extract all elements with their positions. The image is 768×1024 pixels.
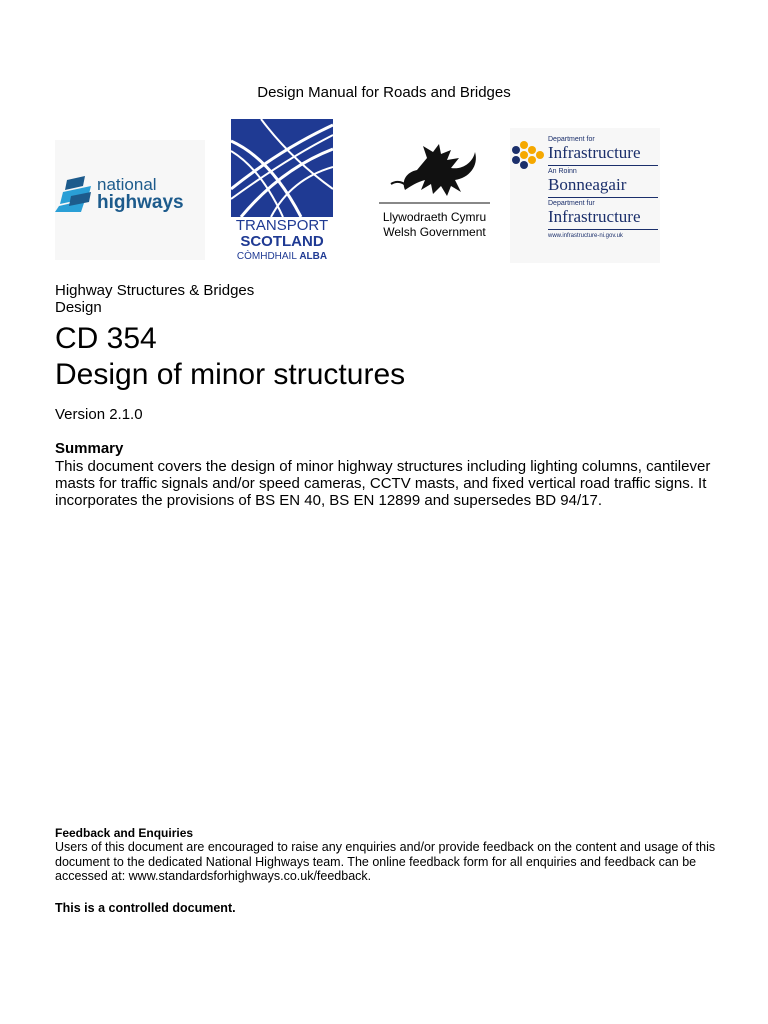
summary-heading: Summary (55, 440, 124, 457)
welsh-government-line2: Welsh Government (383, 225, 486, 239)
document-version: Version 2.1.0 (55, 406, 143, 423)
dfi-name3: Infrastructure (548, 207, 641, 226)
summary-text: This document covers the design of minor highway structures including lighting columns, cantilever masts for traffic signals and/or speed cameras, CCTV masts, and fixed vertical road traffic signs. It incorporates the provisions of BS EN 40, BS EN 12899 and supersedes BD 94/17. (55, 458, 711, 509)
controlled-document-note: This is a controlled document. (55, 901, 236, 915)
transport-scotland-line1: TRANSPORT (235, 217, 329, 234)
series-line1: Highway Structures & Bridges (55, 282, 255, 299)
dfi-logo (510, 128, 660, 263)
transport-scotland-line3: CÒMHDHAIL ALBA (236, 251, 328, 262)
welsh-government-logo (377, 140, 492, 245)
national-highways-logo (55, 140, 205, 260)
dfi-dept2: An Roinn (548, 168, 577, 175)
national-highways-line2: highways (97, 192, 184, 213)
dfi-divider (548, 229, 658, 230)
dfi-divider (548, 197, 658, 198)
document-title: Design of minor structures (55, 358, 406, 391)
dfi-url: www.infrastructure-ni.gov.uk (548, 233, 623, 239)
manual-title: Design Manual for Roads and Bridges (257, 84, 511, 101)
series-line2: Design (55, 299, 102, 316)
feedback-heading: Feedback and Enquiries (55, 826, 194, 840)
dfi-name2: Bonneagair (548, 175, 627, 194)
dfi-name1: Infrastructure (548, 143, 641, 162)
national-highways-line1: national (97, 175, 157, 194)
dfi-divider (548, 165, 658, 166)
logo-strip (0, 118, 768, 268)
transport-scotland-mark-icon (231, 119, 333, 217)
dfi-dept3: Department fur (548, 200, 595, 207)
welsh-government-line1: Llywodraeth Cymru (382, 210, 487, 224)
dfi-dept1: Department for (548, 136, 595, 143)
feedback-text: Users of this document are encouraged to raise any enquiries and/or provide feedback on the content and usage of this document to the dedicated National Highways team. The online feedback form for all enquiries and feedback can be accessed at: www.standardsforhighways.co.uk/feedback. (55, 840, 716, 884)
series-title (55, 282, 254, 316)
document-code: CD 354 (55, 322, 157, 355)
transport-scotland-logo (231, 119, 333, 265)
dfi-hexagon-icon (510, 140, 544, 174)
transport-scotland-line2: SCOTLAND (240, 233, 324, 250)
welsh-dragon-icon (377, 140, 492, 206)
